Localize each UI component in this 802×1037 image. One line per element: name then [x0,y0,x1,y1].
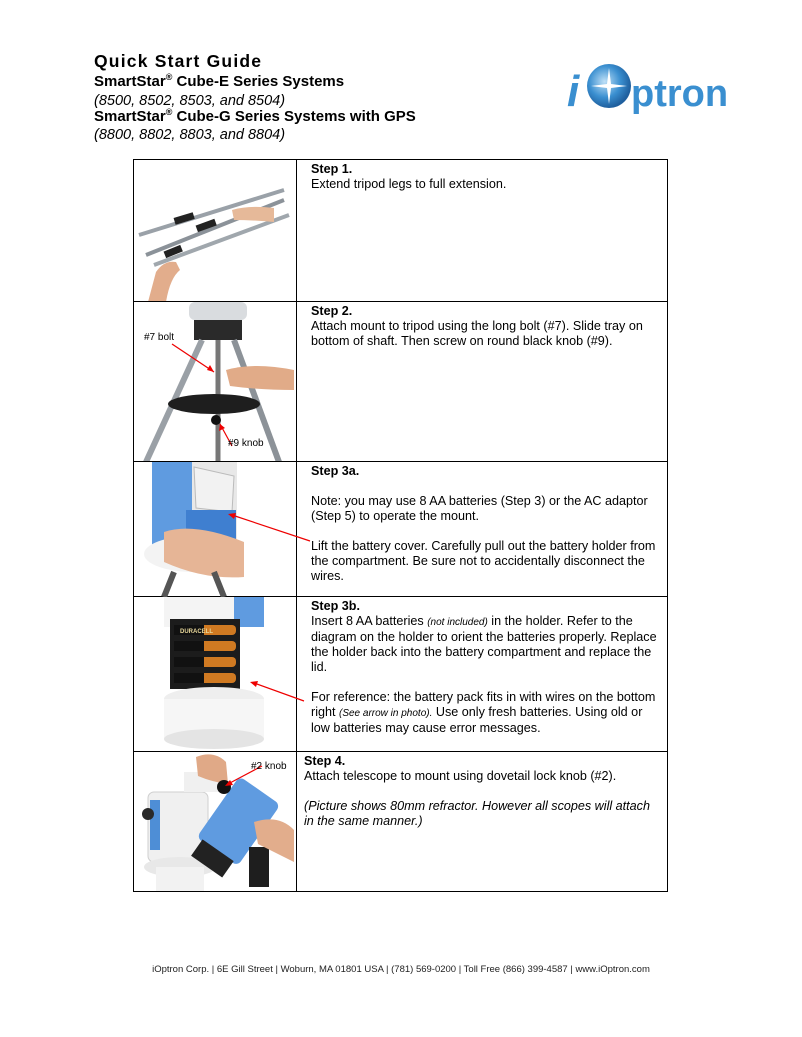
step-row-2 [134,302,667,462]
step-4-heading: Step 4. [304,754,346,768]
step-3b-instruction: Insert 8 AA batteries (not included) in the holder. Refer to the diagram on the holder to orient the batteries properly. Replace the holder back into the battery compartment and replace the lid. [311,614,657,674]
step-3a-arrow [224,507,314,547]
series-g-models: (8800, 8802, 8803, and 8804) [94,127,286,143]
step-1-heading: Step 1. [311,162,353,176]
step-4-photo [134,752,297,891]
step-3b-heading: Step 3b. [311,599,360,613]
step-row-3b [134,597,667,752]
step-3a-instruction: Lift the battery cover. Carefully pull out the battery holder from the compartment. Be sure not to accidentally disconnect the wires. [311,539,656,583]
step-2-photo [134,302,297,461]
step-1-photo [134,160,297,301]
step-row-3a [134,462,667,597]
step-1-instruction: Extend tripod legs to full extension. [311,177,507,191]
step-3a-note: Note: you may use 8 AA batteries (Step 3) or the AC adaptor (Step 5) to operate the mount. [311,494,648,523]
step-2-heading: Step 2. [311,304,353,318]
step-4-note: (Picture shows 80mm refractor. However all scopes will attach in the same manner.) [304,799,650,828]
company-footer: iOptron Corp. | 6E Gill Street | Woburn, MA 01801 USA | (781) 569-0200 | Toll Free (866) 399-4587 | www.iOptron.com [152,964,650,975]
step-2-text [311,304,663,349]
battery-label: DURACELL [180,629,213,635]
series-e-heading: SmartStar® Cube-E Series Systems [94,72,345,90]
step-row-1 [134,160,667,302]
step-4-instruction: Attach telescope to mount using dovetail lock knob (#2). [304,769,617,783]
svg-text:i: i [567,67,580,116]
document-title: Quick Start Guide [94,51,263,71]
step-3a-text [311,464,663,584]
step-3b-arrow [246,679,306,709]
series-e-models: (8500, 8502, 8503, and 8504) [94,93,286,109]
step-3b-text [311,599,663,736]
step-3b-reference: For reference: the battery pack fits in with wires on the bottom right (See arrow in photo). Use only fresh batteries. Using old or low batteries may cause error messages. [311,690,656,735]
step-3a-heading: Step 3a. [311,464,360,478]
step-3b-photo [134,597,297,751]
series-g-heading: SmartStar® Cube-G Series Systems with GPS [94,107,416,125]
dovetail-knob-callout: #2 knob [251,761,287,772]
steps-table [133,159,668,892]
step-2-instruction: Attach mount to tripod using the long bolt (#7). Slide tray on bottom of shaft. Then screw on round black knob (#9). [311,319,643,348]
bolt-callout: #7 bolt [144,332,175,343]
step-4-text [304,754,656,829]
knob-callout: #9 knob [228,438,264,449]
step-1-text [311,162,663,192]
step-row-4 [134,752,667,891]
step-3a-photo [134,462,297,596]
ioptron-logo [567,56,742,118]
svg-text:ptron: ptron [631,73,729,115]
